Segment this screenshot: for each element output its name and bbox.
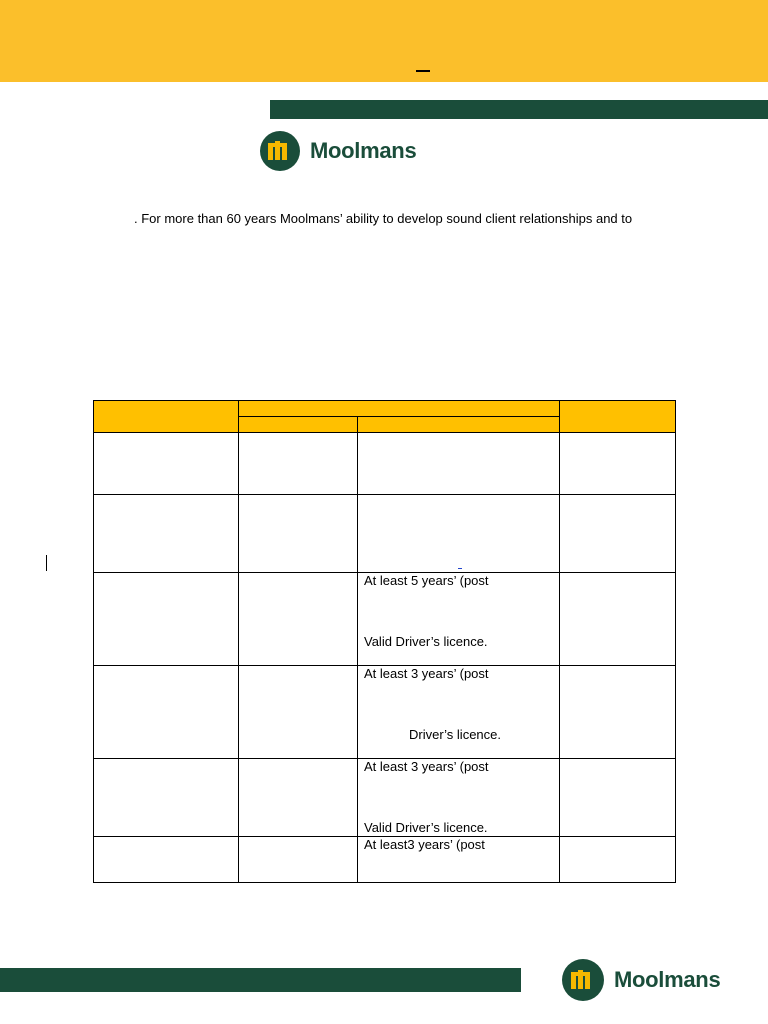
- requirement-line: Driver’s licence.: [409, 727, 501, 742]
- header-green-band: [270, 100, 768, 119]
- table-cell: [358, 666, 560, 759]
- table-header-cell: [94, 401, 239, 433]
- table-row: [94, 495, 676, 573]
- table-cell: [94, 759, 239, 837]
- table-cell: [560, 495, 676, 573]
- footer-green-band: [0, 968, 521, 992]
- footer-logo-wordmark: Moolmans: [614, 967, 721, 992]
- text-cursor: [46, 555, 47, 571]
- table-cell: [358, 759, 560, 837]
- table-cell: [560, 573, 676, 666]
- table-row: [94, 433, 676, 495]
- logo-wordmark: Moolmans: [310, 138, 417, 163]
- table-cell: [94, 666, 239, 759]
- table-cell: [358, 495, 560, 573]
- moolmans-m-icon: [260, 131, 300, 171]
- table-cell: [239, 495, 358, 573]
- table-cell: [94, 573, 239, 666]
- table-cell: [358, 573, 560, 666]
- table-header-cell: [358, 417, 560, 433]
- table-cell: [358, 433, 560, 495]
- table-cell: [239, 573, 358, 666]
- table-cell: [560, 433, 676, 495]
- table-cell: [358, 837, 560, 883]
- table-row: [94, 759, 676, 837]
- table-cell: [94, 837, 239, 883]
- table-cell: [239, 666, 358, 759]
- table-cell: [94, 433, 239, 495]
- table-cell: [239, 837, 358, 883]
- table-cell: [239, 433, 358, 495]
- header-dash: [416, 70, 430, 72]
- requirement-line: At least3 years’ (post: [364, 837, 485, 852]
- requirements-table: [93, 400, 676, 883]
- requirement-line: At least 3 years’ (post: [364, 759, 489, 774]
- moolmans-logo: [260, 130, 420, 172]
- table-header-cell: [560, 401, 676, 433]
- table-cell: [560, 759, 676, 837]
- requirement-line: Valid Driver’s licence.: [364, 634, 488, 649]
- table-cell: [239, 759, 358, 837]
- table-cell: [94, 495, 239, 573]
- table-row: [94, 573, 676, 666]
- header-bar: [0, 0, 768, 82]
- footer-moolmans-logo: [562, 958, 732, 1002]
- intro-paragraph: . For more than 60 years Moolmans’ ability to develop sound client relationships and to: [134, 211, 633, 226]
- table-cell: [560, 837, 676, 883]
- table-row: [94, 666, 676, 759]
- table-cell: [560, 666, 676, 759]
- table-header-cell: [239, 417, 358, 433]
- requirement-line: Valid Driver’s licence.: [364, 820, 488, 835]
- table-row: [94, 837, 676, 883]
- table-header-cell: [239, 401, 560, 417]
- requirement-line: At least 5 years’ (post: [364, 573, 489, 588]
- requirement-line: At least 3 years’ (post: [364, 666, 489, 681]
- moolmans-m-icon: [562, 959, 604, 1001]
